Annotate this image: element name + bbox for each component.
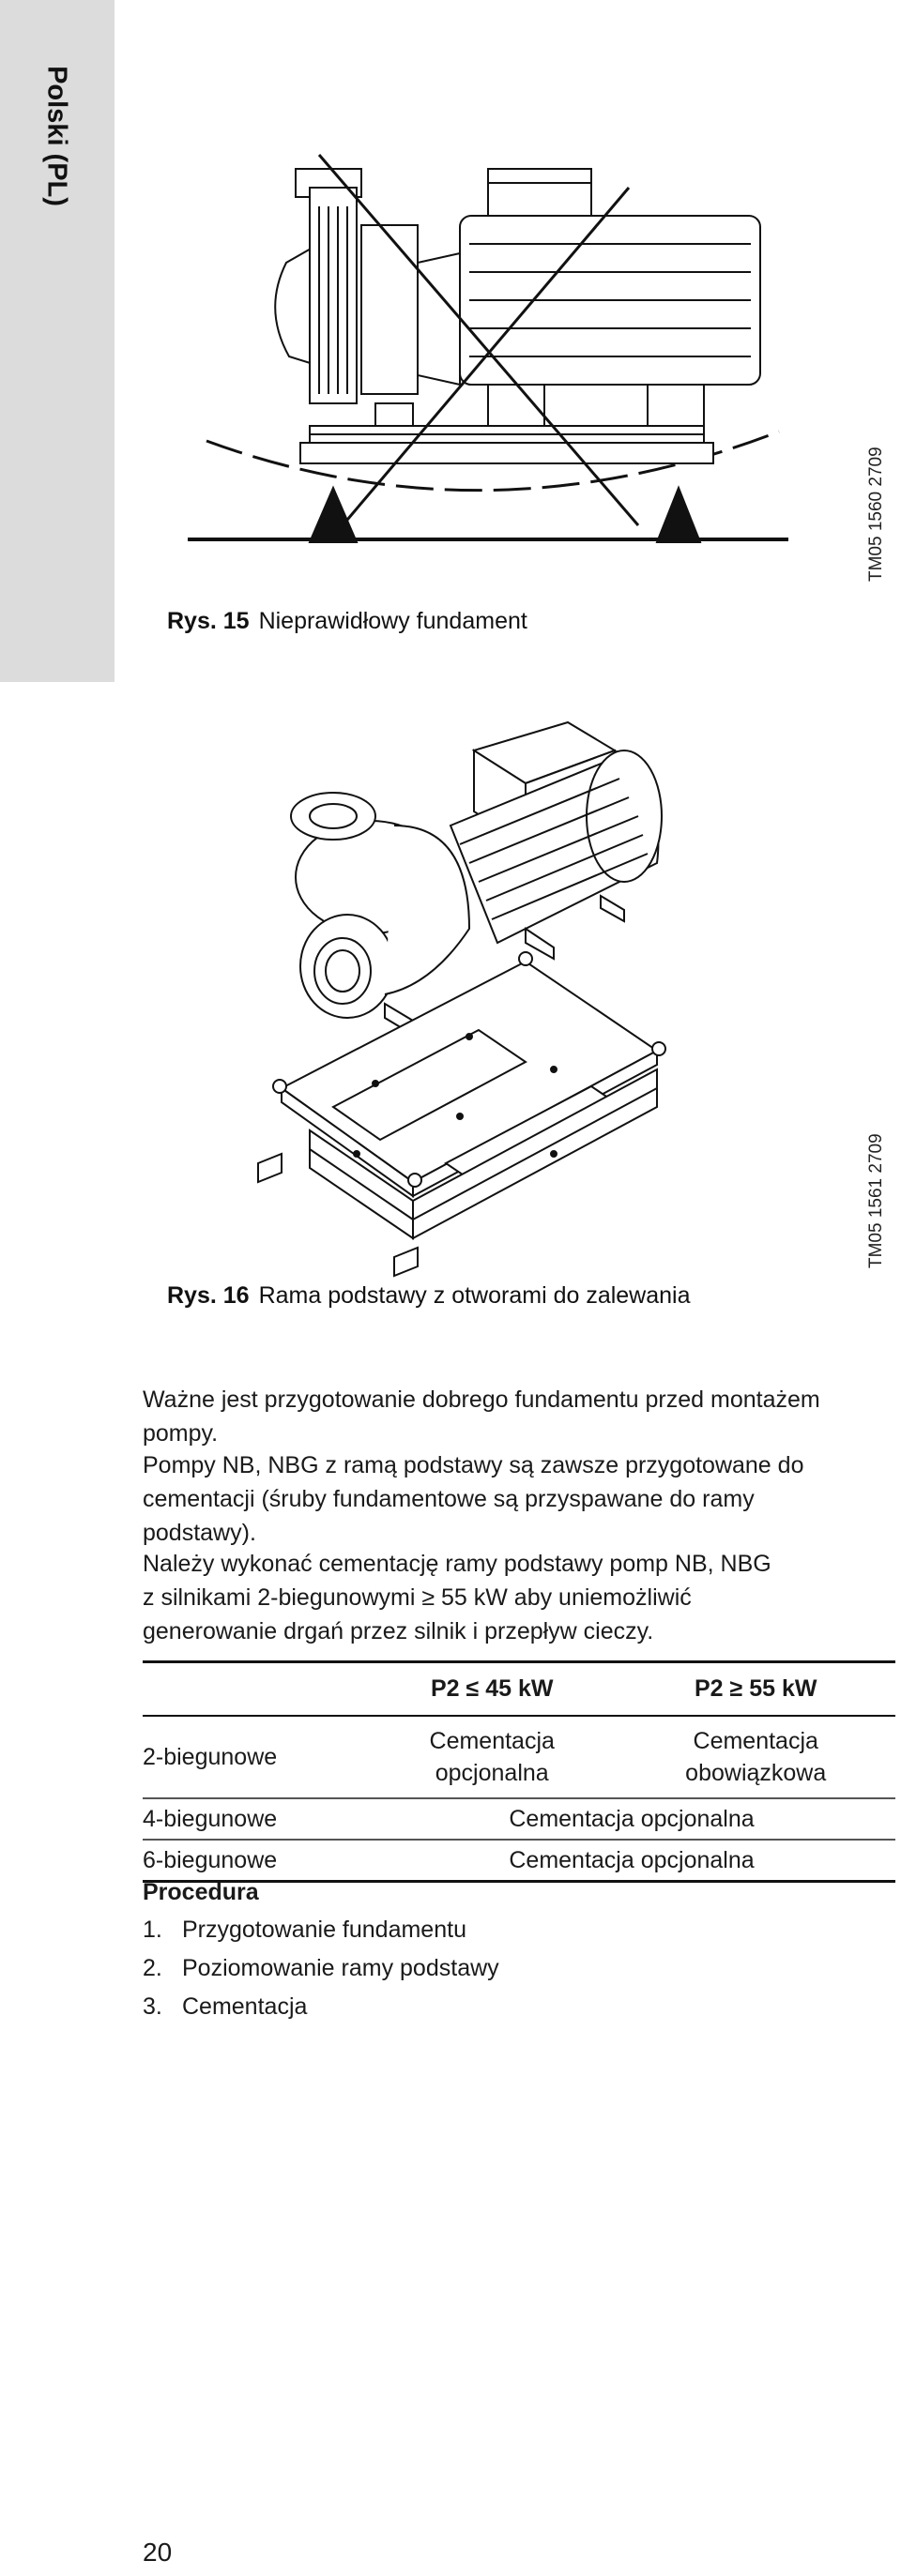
paragraph-line: Należy wykonać cementację ramy podstawy pomp NB, NBG	[143, 1551, 771, 1577]
table-row	[143, 1716, 895, 1798]
page-number: 20	[143, 2538, 173, 2567]
table-cell-merged: Cementacja opcjonalna	[368, 1798, 895, 1840]
step-number: 3.	[143, 1993, 162, 2020]
row-label: 4-biegunowe	[143, 1798, 368, 1840]
list-item	[143, 1993, 499, 2032]
cell-line: Cementacja	[693, 1728, 818, 1754]
paragraph-line: generowanie drgań przez silnik i przepływ cieczy.	[143, 1618, 654, 1644]
paragraph-line: pompy.	[143, 1420, 219, 1447]
paragraph-line: cementacji (śruby fundamentowe są przyspawane do ramy	[143, 1486, 755, 1512]
paragraph-line: Pompy NB, NBG z ramą podstawy są zawsze przygotowane do	[143, 1452, 804, 1478]
row-label: 6-biegunowe	[143, 1840, 368, 1882]
language-sidebar	[0, 0, 115, 682]
figure-16-caption	[167, 1282, 691, 1310]
paragraph-foundation	[143, 1383, 893, 1450]
row-label: 2-biegunowe	[143, 1716, 368, 1798]
table-row	[143, 1798, 895, 1840]
figure-15-caption-text: Nieprawidłowy fundament	[258, 608, 527, 634]
table-row	[143, 1840, 895, 1882]
cell-line: Cementacja	[429, 1728, 555, 1754]
step-number: 1.	[143, 1917, 162, 1943]
step-text: Poziomowanie ramy podstawy	[182, 1955, 499, 1981]
cell-line: obowiązkowa	[685, 1760, 827, 1786]
table-header-p2-55kw: P2 ≥ 55 kW	[616, 1662, 895, 1717]
table-cell	[368, 1716, 616, 1798]
cell-line: opcjonalna	[435, 1760, 549, 1786]
procedure-title: Procedura	[143, 1879, 259, 1905]
table-header-empty	[143, 1662, 368, 1717]
figure-15-label: Rys. 15	[167, 608, 250, 634]
paragraph-grouting-ready	[143, 1448, 893, 1550]
figure-16-code: TM05 1561 2709	[866, 1133, 886, 1268]
grouting-table	[143, 1660, 895, 1883]
paragraph-grouting-required	[143, 1547, 893, 1648]
table-header-row	[143, 1662, 895, 1717]
step-text: Cementacja	[182, 1993, 308, 2020]
step-text: Przygotowanie fundamentu	[182, 1917, 466, 1943]
language-tab-label: Polski (PL)	[41, 66, 72, 206]
paragraph-line: podstawy).	[143, 1520, 256, 1546]
figure-16-caption-text: Rama podstawy z otworami do zalewania	[258, 1282, 691, 1309]
table-cell-merged: Cementacja opcjonalna	[368, 1840, 895, 1882]
figure-16-illustration	[244, 713, 695, 1295]
table-cell	[616, 1716, 895, 1798]
figure-15-caption	[167, 608, 527, 635]
list-item	[143, 1917, 499, 1955]
figure-15-code: TM05 1560 2709	[866, 447, 886, 582]
step-number: 2.	[143, 1955, 162, 1981]
figure-16-label: Rys. 16	[167, 1282, 250, 1309]
paragraph-line: z silnikami 2-biegunowymi ≥ 55 kW aby uniemożliwić	[143, 1584, 692, 1611]
paragraph-line: Ważne jest przygotowanie dobrego fundamentu przed montażem	[143, 1386, 820, 1413]
figure-15-illustration	[178, 150, 798, 544]
table-header-p2-45kw: P2 ≤ 45 kW	[368, 1662, 616, 1717]
procedure-steps	[143, 1917, 499, 2032]
list-item	[143, 1955, 499, 1993]
